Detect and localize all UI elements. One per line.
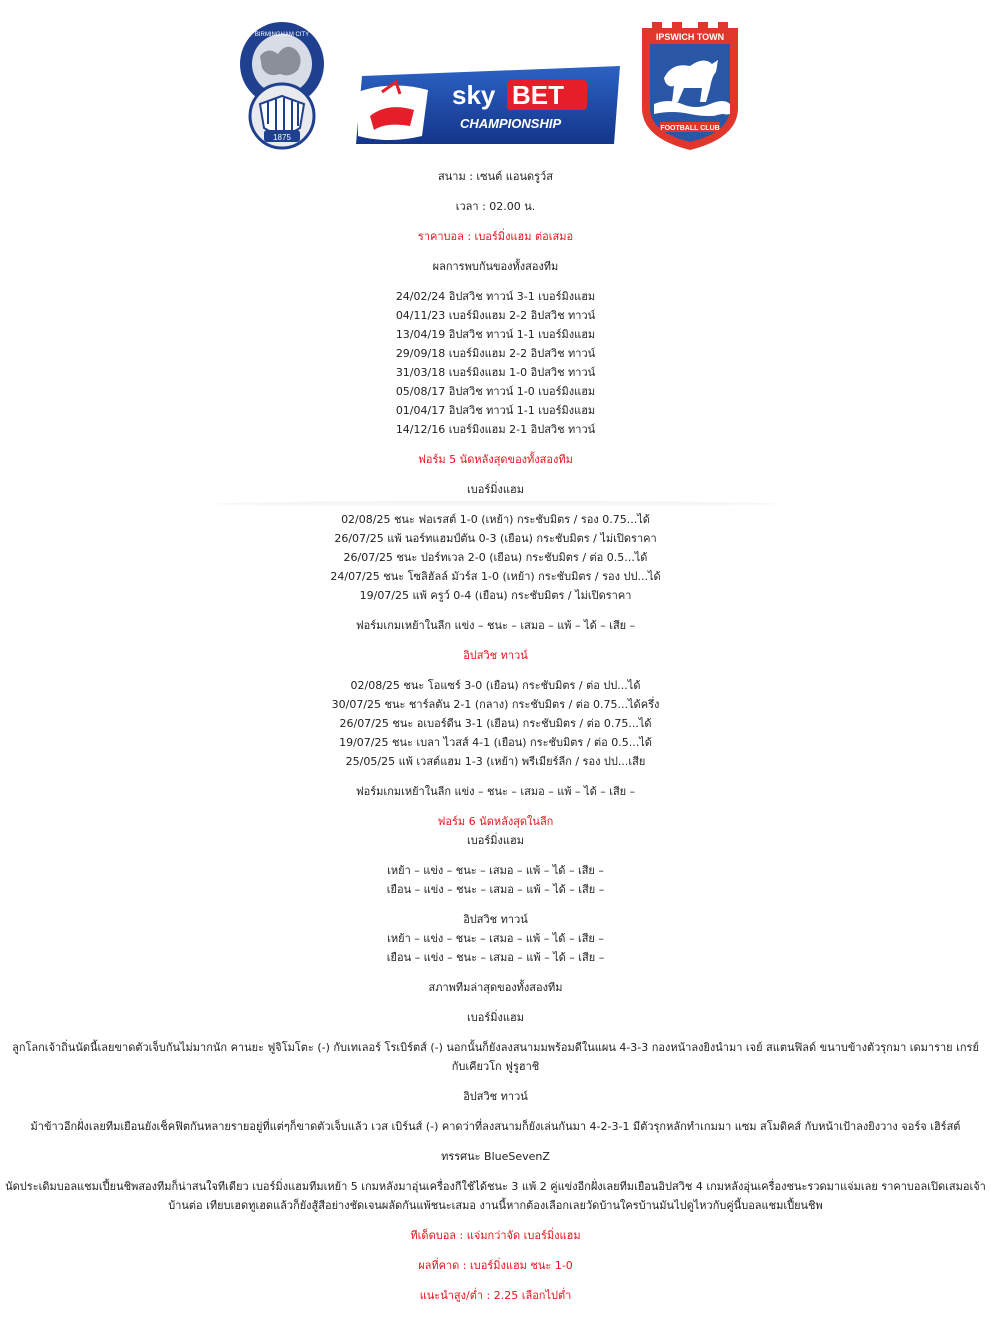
form-row: 25/05/25 แพ้ เวสต์แฮม 1-3 (เหย้า) พรีเมียร์ลีก / รอง ปป...เสีย	[345, 755, 646, 768]
form-row: 24/07/25 ชนะ โซลิฮัลล์ มัวร์ส 1-0 (เหย้า) กระชับมิตร / รอง ปป...ได้	[330, 570, 661, 583]
crest-club-text: BIRMINGHAM CITY	[254, 32, 310, 38]
match-header	[0, 0, 991, 160]
h2h-row: 31/03/18 เบอร์มิงแฮม 1-0 อิปสวิช ทาวน์	[395, 366, 596, 379]
kickoff-time: เวลา : 02.00 น.	[455, 200, 536, 213]
form-row: 19/07/25 ชนะ เบลา ไวสส์ 4-1 (เยือน) กระชับมิตร / ต่อ 0.5...ได้	[339, 736, 652, 749]
svg-text:sky: sky	[452, 80, 496, 110]
form-row: 30/07/25 ชนะ ชาร์ลตัน 2-1 (กลาง) กระชับมิตร / ต่อ 0.75...ได้ครึ่ง	[331, 698, 660, 711]
away-league-form: ฟอร์มเกมเหย้าในลีก แข่ง – ชนะ – เสมอ – แพ้ – ได้ – เสีย –	[355, 785, 636, 798]
over-under-line: แนะนำสูง/ต่ำ : 2.25 เลือกไปต่ำ	[419, 1289, 572, 1302]
prediction-line: ผลที่คาด : เบอร์มิ่งแฮม ชนะ 1-0	[418, 1259, 573, 1272]
form-row: 26/07/25 ชนะ ปอร์ทเวล 2-0 (เยือน) กระชับมิตร / ต่อ 0.5...ได้	[343, 551, 648, 564]
form6-row: เหย้า – แข่ง – ชนะ – เสมอ – แพ้ – ได้ – เสีย –	[387, 864, 604, 877]
birmingham-city-crest	[238, 20, 326, 152]
form-row: 19/07/25 แพ้ ครูว์ 0-4 (เยือน) กระชับมิตร / ไม่เปิดราคา	[359, 589, 632, 602]
form6-row: เยือน – แข่ง – ชนะ – เสมอ – แพ้ – ได้ – เสีย –	[386, 883, 605, 896]
home-form6-heading: เบอร์มิ่งแฮม	[467, 834, 524, 847]
form-row: 02/08/25 ชนะ ฟอเรสต์ 1-0 (เหย้า) กระชับมิตร / รอง 0.75...ได้	[341, 513, 650, 526]
away-form6-list	[0, 929, 991, 967]
h2h-row: 29/09/18 เบอร์มิงแฮม 2-2 อิปสวิช ทาวน์	[395, 347, 596, 360]
svg-text:CHAMPIONSHIP: CHAMPIONSHIP	[460, 116, 562, 131]
divider	[216, 501, 776, 507]
h2h-row: 01/04/17 อิปสวิช ทาวน์ 1-1 เบอร์มิงแฮม	[395, 404, 596, 417]
home-form6-list	[0, 861, 991, 899]
form-row: 02/08/25 ชนะ โอแซร์ 3-0 (เยือน) กระชับมิตร / ต่อ ปป...ได้	[350, 679, 641, 692]
h2h-row: 14/12/16 เบอร์มิงแฮม 2-1 อิปสวิช ทาวน์	[395, 423, 596, 436]
h2h-list	[0, 287, 991, 439]
away-form6-heading: อิปสวิช ทาวน์	[463, 913, 528, 926]
form5-title: ฟอร์ม 5 นัดหลังสุดของทั้งสองทีม	[418, 453, 573, 466]
crest-year-text: 1875	[273, 133, 291, 142]
svg-text:BET: BET	[512, 80, 564, 110]
home-form5-list	[0, 510, 991, 605]
home-team-heading: เบอร์มิ่งแฮม	[467, 483, 524, 496]
h2h-row: 05/08/17 อิปสวิช ทาวน์ 1-0 เบอร์มิงแฮม	[395, 385, 596, 398]
h2h-row: 24/02/24 อิปสวิช ทาวน์ 3-1 เบอร์มิงแฮม	[395, 290, 596, 303]
away-status-heading: อิปสวิช ทาวน์	[463, 1090, 528, 1103]
h2h-title: ผลการพบกันของทั้งสองทีม	[432, 260, 559, 273]
away-team-heading: อิปสวิช ทาวน์	[463, 649, 528, 662]
tip-line: ทีเด็ดบอล : แจ่มกว่าจัด เบอร์มิ่งแฮม	[410, 1229, 581, 1242]
form-row: 26/07/25 ชนะ อเบอร์ดีน 3-1 (เยือน) กระชับมิตร / ต่อ 0.75...ได้	[339, 717, 652, 730]
odds-line: ราคาบอล : เบอร์มิ่งแฮม ต่อเสมอ	[417, 230, 574, 243]
away-status-text: ม้าข้าวอีกฝั่งเลยทีมเยือนยังเช็คฟิตกันหลายรายอยู่ที่แต่ๆก็ขาดตัวเจ็บแล้ว เวส เบิร์นส์ (-) คาดว่าที่ลงสนามก็ยังเล่นกันมา 4-2-3-1 มีตัวรุกหลักทำเกมมา แซม สโมดิคส์ กับหน้าเป้าลงยิงวาง จอร์จ เฮิร์สต์	[30, 1120, 961, 1133]
h2h-row: 13/04/19 อิปสวิช ทาวน์ 1-1 เบอร์มิงแฮม	[395, 328, 596, 341]
form-row: 26/07/25 แพ้ นอร์ทแฮมป์ตัน 0-3 (เยือน) กระชับมิตร / ไม่เปิดราคา	[334, 532, 657, 545]
ipswich-town-crest	[638, 22, 742, 150]
match-preview	[0, 167, 991, 1305]
crest-bottom-text: FOOTBALL CLUB	[660, 125, 720, 132]
home-status-text: ลูกโลกเจ้าถิ่นนัดนี้เลยขาดตัวเจ็บกันไม่มากนัก คานยะ ฟูจิโมโตะ (-) กับเทเลอร์ โรเบิร์ตส์ (-) นอกนั้นก็ยังลงสนามมพร้อมดีในแผน 4-3-3 กองหน้าลงยิงนำมา เจย์ สแตนฟิลด์ ขนาบข้างตัวรุกมา เดมาราย เกรย์ กับเคียวโก ฟูรูฮาชิ	[12, 1041, 979, 1073]
home-league-form: ฟอร์มเกมเหย้าในลีก แข่ง – ชนะ – เสมอ – แพ้ – ได้ – เสีย –	[355, 619, 636, 632]
form6-row: เยือน – แข่ง – ชนะ – เสมอ – แพ้ – ได้ – เสีย –	[386, 951, 605, 964]
h2h-row: 04/11/23 เบอร์มิงแฮม 2-2 อิปสวิช ทาวน์	[395, 309, 596, 322]
away-form5-list	[0, 676, 991, 771]
form6-title: ฟอร์ม 6 นัดหลังสุดในลีก	[437, 815, 554, 828]
home-status-heading: เบอร์มิ่งแฮม	[467, 1011, 524, 1024]
crest-top-text: IPSWICH TOWN	[655, 32, 725, 42]
view-text: นัดประเดิมบอลแชมเปี้ยนชิพสองทีมก็น่าสนใจทีเดียว เบอร์มิ่งแฮมทีมเหย้า 5 เกมหลังมาอุ่นเครื่องกีใช้ได้ชนะ 3 แพ้ 2 คู่แข่งอีกฝั่งเลยทีมเยือนอิปสวิช 4 เกมหลังอุ่นเครื่องชนะรวดมาแจ่มเลย ราคาบอลเปิดเสมอเจ้าบ้านต่อ เทียบเฮดทูเฮดแล้วก็ยังสู้สีอย่างชัดเจนผลัดกันแพ้ชนะเสมอ งานนี้หากต้องเลือกเลยวัดบ้านใครบ้านมันไปดูไหวกับคู่นี้บอลแชมเปี้ยนชิพ	[5, 1180, 986, 1212]
form6-row: เหย้า – แข่ง – ชนะ – เสมอ – แพ้ – ได้ – เสีย –	[387, 932, 604, 945]
status-title: สภาพทีมล่าสุดของทั้งสองทีม	[428, 981, 563, 994]
sky-bet-championship-logo	[352, 66, 624, 146]
venue: สนาม : เซนต์ แอนดรูว์ส	[438, 170, 553, 183]
view-title: ทรรศนะ BlueSevenZ	[441, 1150, 550, 1163]
